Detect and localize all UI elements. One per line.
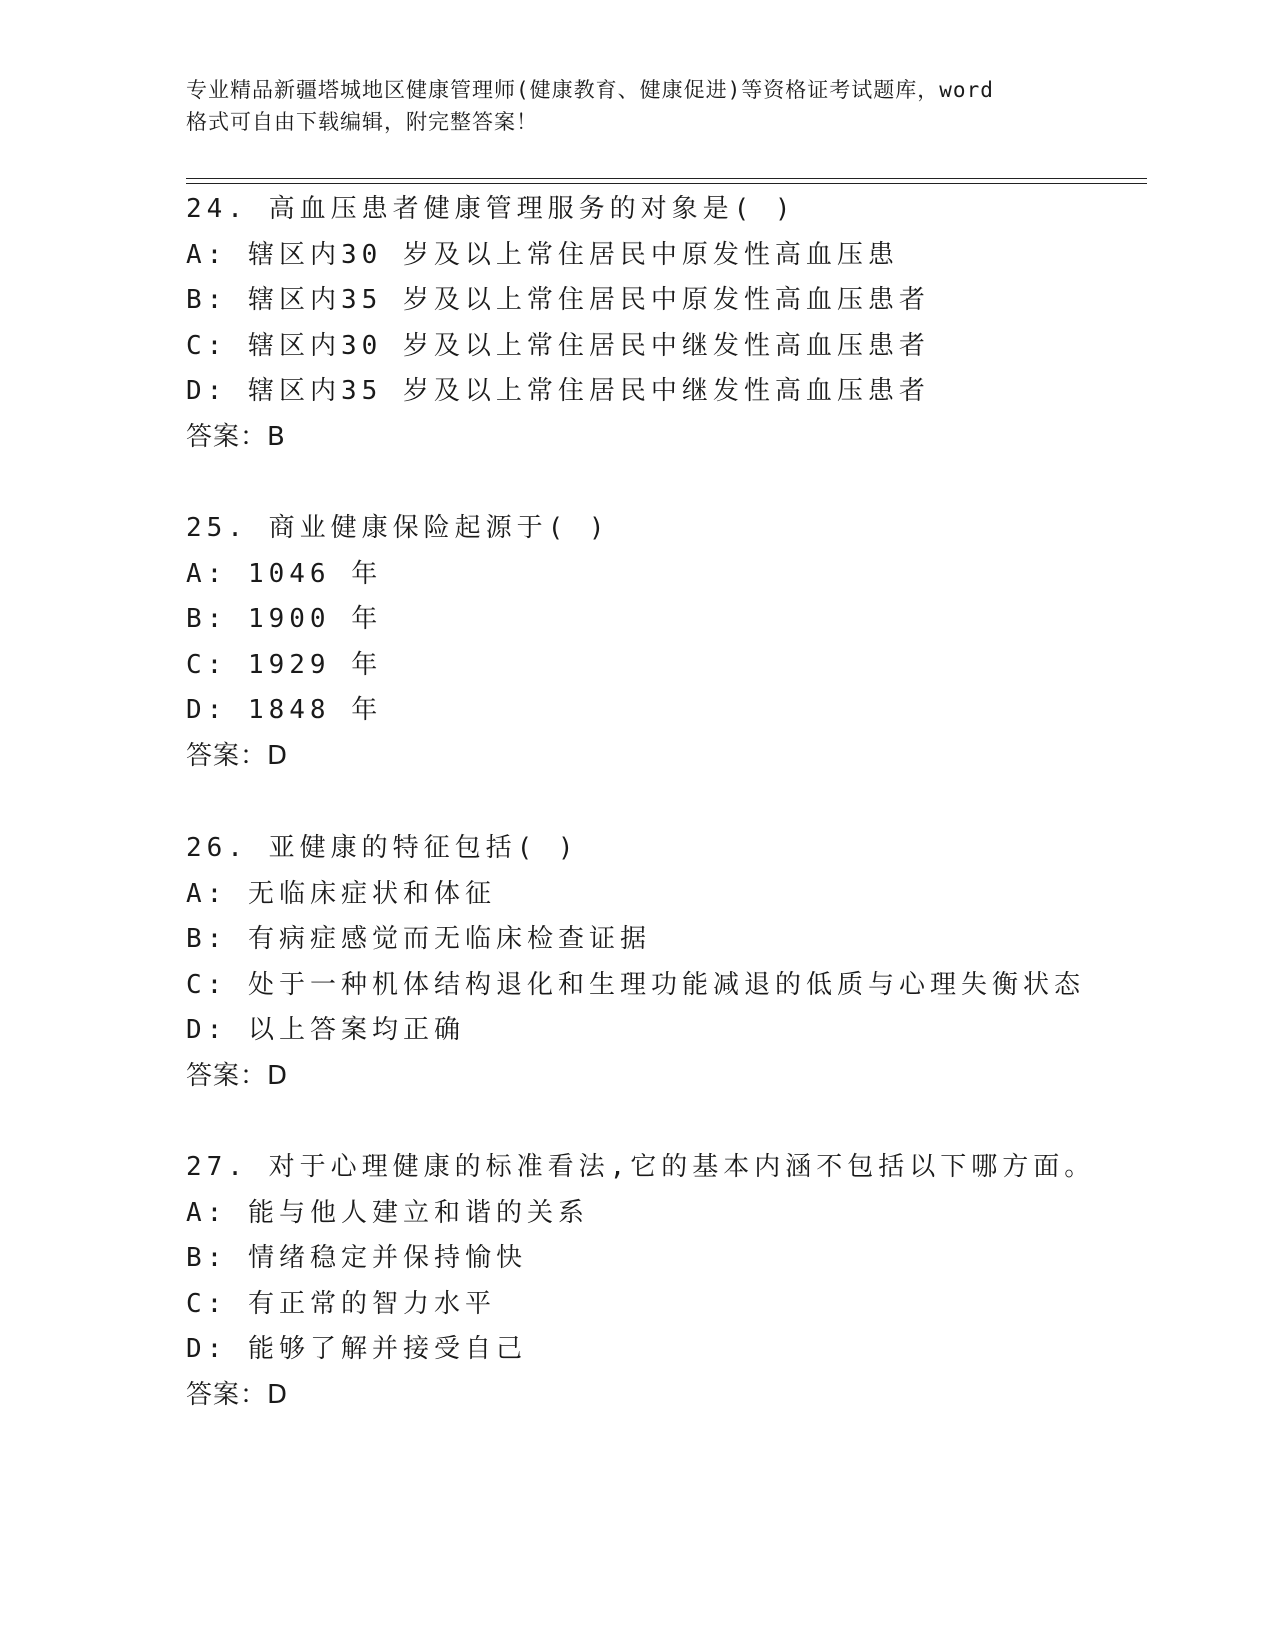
question-25 bbox=[186, 506, 1146, 779]
document-header bbox=[186, 74, 1096, 138]
option-b: B: 1900 年 bbox=[186, 604, 383, 634]
question-stem: 27. 对于心理健康的标准看法,它的基本内涵不包括以下哪方面。 bbox=[186, 1152, 1096, 1182]
option-d: D: 以上答案均正确 bbox=[186, 1015, 465, 1045]
option-d: D: 辖区内35 岁及以上常住居民中继发性高血压患者 bbox=[186, 376, 930, 406]
option-b: B: 有病症感觉而无临床检查证据 bbox=[186, 924, 651, 954]
answer: 答案：D bbox=[186, 1379, 289, 1410]
header-divider-bottom bbox=[186, 183, 1147, 184]
answer: 答案：B bbox=[186, 421, 286, 452]
question-stem: 24. 高血压患者健康管理服务的对象是( ) bbox=[186, 194, 796, 224]
option-c: C: 1929 年 bbox=[186, 649, 383, 680]
option-c: C: 辖区内30 岁及以上常住居民中继发性高血压患者 bbox=[186, 330, 930, 361]
option-a: A: 无临床症状和体征 bbox=[186, 878, 496, 909]
option-b: B: 辖区内35 岁及以上常住居民中原发性高血压患者 bbox=[186, 285, 930, 315]
question-stem: 25. 商业健康保险起源于( ) bbox=[186, 513, 610, 543]
option-d: D: 能够了解并接受自己 bbox=[186, 1334, 527, 1364]
answer: 答案：D bbox=[186, 1060, 289, 1091]
header-line-2: 格式可自由下载编辑，附完整答案！ bbox=[186, 110, 538, 134]
option-b: B: 情绪稳定并保持愉快 bbox=[186, 1243, 527, 1273]
header-divider-top bbox=[186, 178, 1147, 179]
option-a: A: 能与他人建立和谐的关系 bbox=[186, 1197, 589, 1228]
question-27 bbox=[186, 1145, 1146, 1418]
header-line-1: 专业精品新疆塔城地区健康管理师(健康教育、健康促进)等资格证考试题库，word bbox=[186, 78, 994, 102]
option-d: D: 1848 年 bbox=[186, 695, 383, 725]
option-a: A: 1046 年 bbox=[186, 558, 383, 589]
answer: 答案：D bbox=[186, 740, 289, 771]
option-c: C: 有正常的智力水平 bbox=[186, 1288, 496, 1319]
option-c: C: 处于一种机体结构退化和生理功能减退的低质与心理失衡状态 bbox=[186, 969, 1085, 1000]
question-stem: 26. 亚健康的特征包括( ) bbox=[186, 833, 579, 863]
question-24 bbox=[186, 187, 1146, 460]
option-a: A: 辖区内30 岁及以上常住居民中原发性高血压患 bbox=[186, 239, 899, 270]
question-26 bbox=[186, 826, 1146, 1099]
